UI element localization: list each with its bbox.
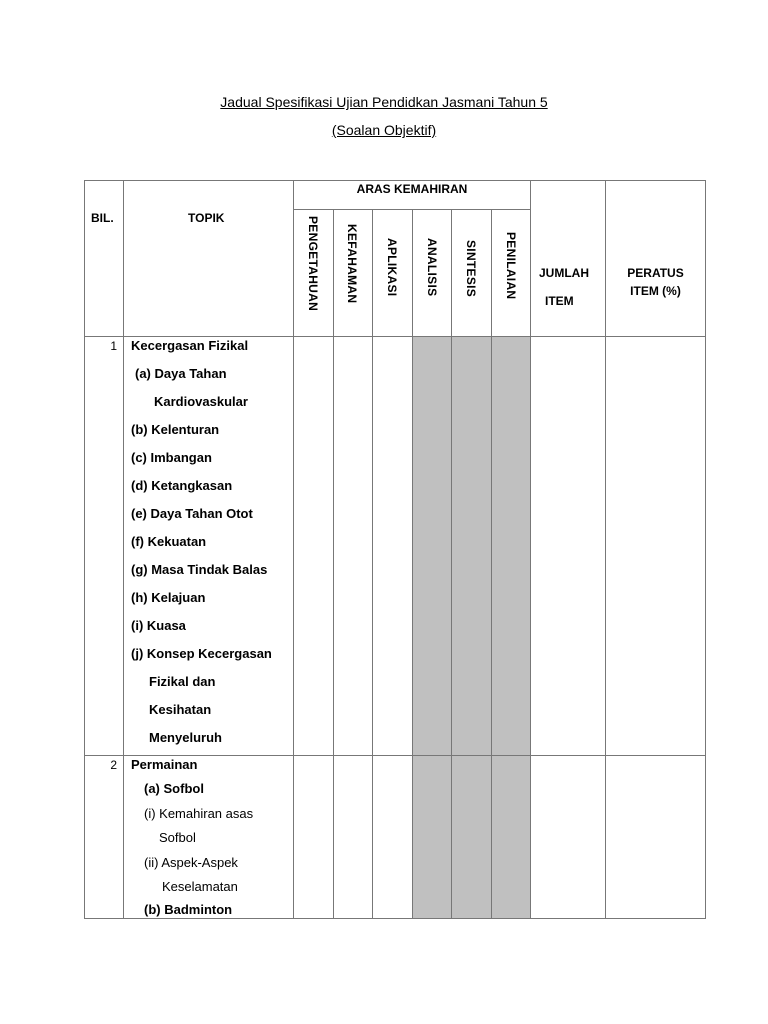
header-analisis: ANALISIS [425, 238, 439, 297]
topic-line: (f) Kekuatan [131, 534, 207, 549]
row-1-jumlah-cell [530, 336, 606, 756]
topic-line: (h) Kelajuan [131, 590, 206, 605]
row-2-sintesis-cell [451, 755, 492, 919]
topic-line: (i) Kemahiran asas [144, 806, 254, 821]
row-1-peratus-cell [605, 336, 706, 756]
header-peratus-line1: PERATUS [627, 266, 684, 280]
header-penilaian: PENILAIAN [504, 232, 518, 300]
header-level-cell [293, 209, 334, 337]
row-number: 2 [110, 758, 117, 772]
topic-line: (a) Sofbol [144, 781, 204, 796]
row-2-peratus-cell [605, 755, 706, 919]
topic-line: (d) Ketangkasan [131, 478, 233, 493]
row-1-sintesis-cell [451, 336, 492, 756]
row-1-aplikasi-cell [372, 336, 413, 756]
row-1-number-cell [84, 336, 124, 756]
row-1-topic-cell [123, 336, 294, 756]
row-1-kefahaman-cell [333, 336, 373, 756]
header-jumlah-line2: ITEM [545, 294, 574, 308]
row-2-aplikasi-cell [372, 755, 413, 919]
header-level-cell [412, 209, 452, 337]
header-aplikasi: APLIKASI [385, 238, 399, 297]
topic-heading: Kecergasan Fizikal [131, 338, 249, 353]
header-bil-cell [84, 180, 124, 337]
header-pengetahuan: PENGETAHUAN [306, 216, 320, 312]
header-jumlah-line1: JUMLAH [539, 266, 589, 280]
topic-line: (g) Masa Tindak Balas [131, 562, 268, 577]
header-level-cell [333, 209, 373, 337]
specification-table [84, 180, 706, 919]
header-bil: BIL. [91, 211, 114, 225]
header-level-cell [372, 209, 413, 337]
topic-line: Keselamatan [162, 879, 238, 894]
topic-line: Kesihatan [149, 702, 212, 717]
topic-line: (c) Imbangan [131, 450, 212, 465]
topic-line: (e) Daya Tahan Otot [131, 506, 253, 521]
topic-heading: Permainan [131, 757, 198, 772]
row-2-topic-cell [123, 755, 294, 919]
topic-line: (b) Badminton [144, 902, 233, 917]
topic-line: (i) Kuasa [131, 618, 186, 633]
row-2-analisis-cell [412, 755, 452, 919]
topic-line: (j) Konsep Kecergasan [131, 646, 272, 661]
row-2-penilaian-cell [491, 755, 531, 919]
topic-line: (a) Daya Tahan [135, 366, 227, 381]
topic-line: (ii) Aspek-Aspek [144, 855, 238, 870]
topic-line: Menyeluruh [149, 730, 222, 745]
header-peratus-line2: ITEM (%) [630, 284, 681, 298]
topic-line: (b) Kelenturan [131, 422, 220, 437]
topic-line: Fizikal dan [149, 674, 216, 689]
row-1-analisis-cell [412, 336, 452, 756]
row-1-pengetahuan-cell [293, 336, 334, 756]
header-peratus-cell [605, 180, 706, 337]
row-2-pengetahuan-cell [293, 755, 334, 919]
topic-line: Kardiovaskular [154, 394, 248, 409]
header-aras-kemahiran: ARAS KEMAHIRAN [356, 182, 468, 196]
row-2-jumlah-cell [530, 755, 606, 919]
header-level-cell [491, 209, 531, 337]
document-subtitle: (Soalan Objektif) [331, 122, 437, 138]
header-topik: TOPIK [188, 211, 225, 225]
header-level-cell [451, 209, 492, 337]
topic-line: Sofbol [159, 830, 196, 845]
row-number: 1 [110, 339, 117, 353]
document-title: Jadual Spesifikasi Ujian Pendidkan Jasmani Tahun 5 [220, 94, 548, 110]
row-2-number-cell [84, 755, 124, 919]
header-sintesis: SINTESIS [464, 240, 478, 298]
header-aras-kemahiran-cell [293, 180, 531, 210]
header-kefahaman: KEFAHAMAN [345, 224, 359, 304]
header-topik-cell [123, 180, 294, 337]
row-2-kefahaman-cell [333, 755, 373, 919]
header-jumlah-cell [530, 180, 606, 337]
row-1-penilaian-cell [491, 336, 531, 756]
